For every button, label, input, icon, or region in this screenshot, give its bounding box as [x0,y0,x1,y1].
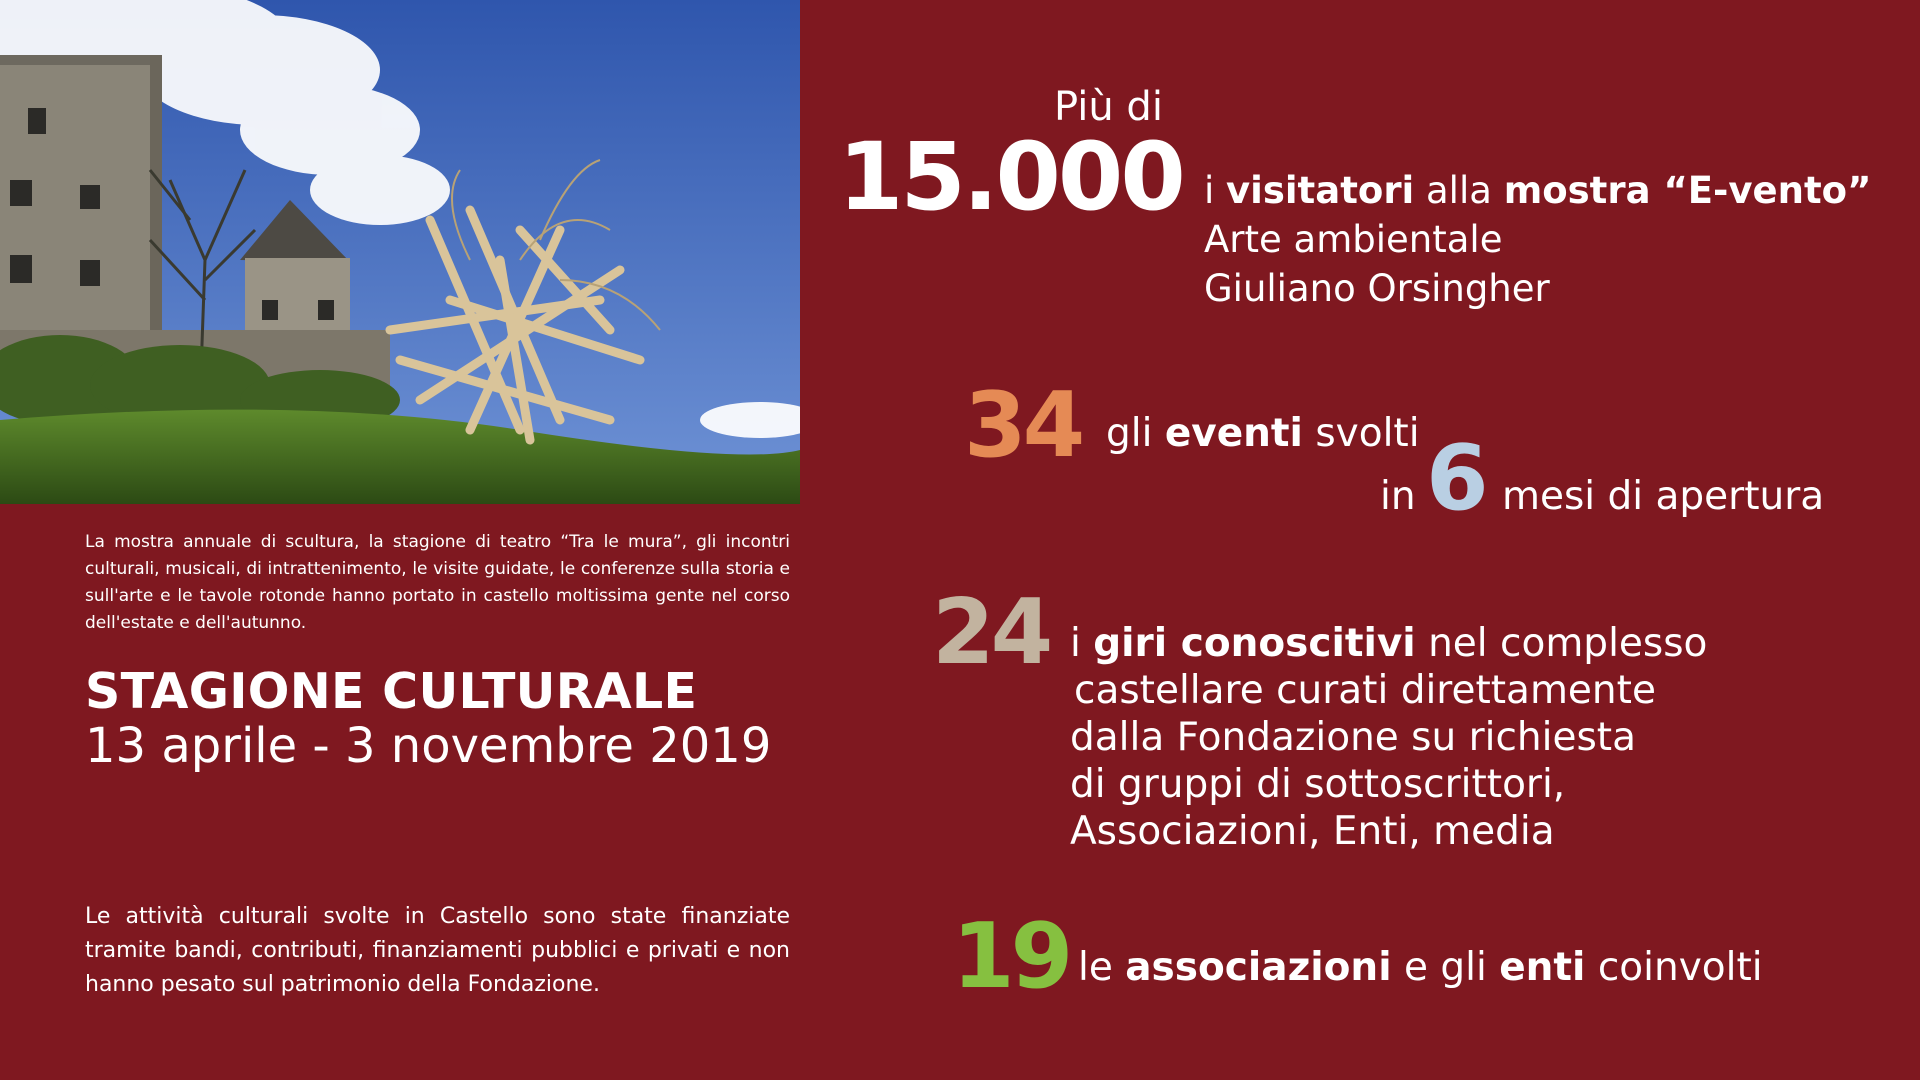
associations-number: 19 [952,904,1070,1009]
visitors-description [1204,166,1871,313]
visitors-bold: visitatori [1226,169,1415,212]
events-number: 34 [964,373,1082,478]
season-dates: 13 aprile - 3 novembre 2019 [85,718,772,774]
tours-text: nel complesso [1415,621,1708,666]
tours-line-4: di gruppi di sottoscrittori, [1070,762,1566,807]
visitors-prefix: Più di [1054,84,1163,130]
tours-line-1 [1070,620,1707,667]
events-text-part: gli [1106,411,1165,456]
season-title: STAGIONE CULTURALE [85,663,698,720]
tours-line-5: Associazioni, Enti, media [1070,809,1555,854]
tours-line-2: castellare curati direttamente [1074,668,1656,713]
associations-text-part: e gli [1391,945,1500,990]
associations-text [1078,944,1763,991]
castle-sculpture-photo [0,0,800,504]
months-in-label: in [1380,474,1416,519]
enti-bold: enti [1499,945,1586,990]
tours-bold: giri conoscitivi [1093,621,1416,666]
intro-paragraph: La mostra annuale di scultura, la stagione di teatro “Tra le mura”, gli incontri culturali, musicali, di intrattenimento, le visite guidate, le conferenze sulla storia e sull'arte e le tavole rotonde hanno portato in castello moltissima gente nel corso dell'estate e dell'autunno. [85,532,790,633]
visitors-line-1 [1204,166,1871,215]
months-text: mesi di apertura [1502,474,1825,519]
visitors-text: alla [1414,169,1504,212]
funding-paragraph: Le attività culturali svolte in Castello sono state finanziate tramite bandi, contributi, finanziamenti pubblici e privati e non hanno pesato sul patrimonio della Fondazione. [85,904,790,997]
visitors-line-2: Arte ambientale [1204,218,1503,261]
tours-line-3: dalla Fondazione su richiesta [1070,715,1636,760]
events-bold: eventi [1164,411,1303,456]
visitors-text: i [1204,169,1227,212]
tours-text: i [1070,621,1094,666]
events-text [1106,410,1420,457]
photo-illustration [0,0,800,504]
associations-text-part: coinvolti [1585,945,1763,990]
visitors-number: 15.000 [838,123,1183,232]
tours-description [1070,620,1707,855]
exhibition-name: mostra “E-vento” [1503,169,1872,212]
tours-number: 24 [932,580,1050,685]
visitors-line-3: Giuliano Orsingher [1204,267,1550,310]
associations-bold: associazioni [1125,945,1392,990]
associations-text-part: le [1078,945,1126,990]
months-number: 6 [1426,426,1485,531]
events-text-part: svolti [1302,411,1420,456]
